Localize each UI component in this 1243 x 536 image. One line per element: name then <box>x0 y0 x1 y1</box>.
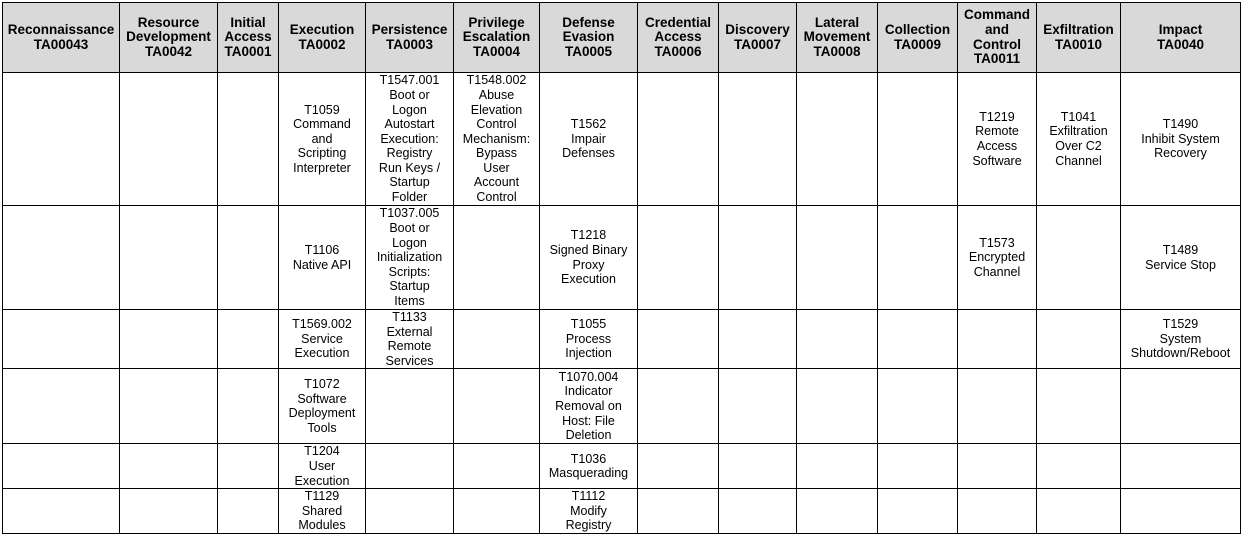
tactic-name: Command and Control <box>963 7 1030 52</box>
technique-cell <box>1121 369 1241 444</box>
technique-cell <box>638 444 719 489</box>
technique-cell <box>719 206 797 310</box>
technique-cell <box>120 206 218 310</box>
technique-text: T1055 Process Injection <box>565 317 612 361</box>
technique-cell <box>638 73 719 206</box>
technique-text: T1072 Software Deployment Tools <box>288 377 356 435</box>
column-header <box>279 3 366 73</box>
technique-cell <box>218 444 279 489</box>
technique-text: T1106 Native API <box>292 242 352 272</box>
technique-cell <box>1037 310 1121 369</box>
technique-cell <box>3 73 120 206</box>
table-row <box>3 444 1241 489</box>
technique-cell <box>540 73 638 206</box>
header-row <box>3 3 1241 73</box>
technique-text: T1547.001 Boot or Logon Autostart Execution: Registry Run Keys / Startup Folder <box>378 73 441 205</box>
technique-cell <box>719 310 797 369</box>
technique-text: T1218 Signed Binary Proxy Execution <box>549 228 628 287</box>
technique-cell <box>366 489 454 534</box>
tactic-name: Defense Evasion <box>562 14 615 45</box>
technique-text: T1112 Modify Registry <box>565 489 612 533</box>
tactic-name: Execution <box>289 21 355 37</box>
technique-cell <box>120 369 218 444</box>
technique-cell <box>878 489 958 534</box>
technique-cell <box>279 310 366 369</box>
tactic-id: TA0009 <box>893 36 942 52</box>
technique-cell <box>540 369 638 444</box>
tactic-name: Credential Access <box>644 14 712 45</box>
column-header <box>638 3 719 73</box>
technique-text: T1129 Shared Modules <box>298 489 346 533</box>
technique-cell <box>797 310 878 369</box>
tactic-name: Collection <box>884 21 951 37</box>
tactic-name: Resource Development <box>126 14 211 45</box>
tactic-id: TA0001 <box>224 43 272 59</box>
tactic-id: TA0006 <box>654 43 702 59</box>
technique-cell <box>454 73 540 206</box>
tactic-name: Impact <box>1158 21 1203 37</box>
technique-cell <box>958 206 1037 310</box>
tactic-name: Initial Access <box>224 14 272 45</box>
column-header <box>797 3 878 73</box>
table-row <box>3 310 1241 369</box>
table-body <box>3 73 1241 534</box>
technique-cell <box>1121 489 1241 534</box>
tactic-id: TA0010 <box>1054 36 1103 52</box>
column-header <box>218 3 279 73</box>
technique-cell <box>719 73 797 206</box>
technique-cell <box>218 369 279 444</box>
tactic-id: TA00043 <box>33 36 89 52</box>
technique-text: T1490 Inhibit System Recovery <box>1141 117 1220 161</box>
tactic-id: TA0007 <box>733 36 782 52</box>
tactic-name: Exfiltration <box>1043 21 1114 37</box>
tactic-id: TA0003 <box>385 36 434 52</box>
technique-cell <box>454 444 540 489</box>
technique-cell <box>1121 444 1241 489</box>
table-header <box>3 3 1241 73</box>
technique-cell <box>1121 206 1241 310</box>
technique-cell <box>719 489 797 534</box>
column-header <box>540 3 638 73</box>
technique-text: T1529 System Shutdown/Reboot <box>1130 317 1231 361</box>
technique-cell <box>366 73 454 206</box>
column-header <box>366 3 454 73</box>
technique-cell <box>797 73 878 206</box>
column-header <box>1037 3 1121 73</box>
technique-cell <box>1037 73 1121 206</box>
technique-cell <box>1037 444 1121 489</box>
technique-cell <box>366 310 454 369</box>
technique-text: T1133 External Remote Services <box>385 310 434 368</box>
technique-cell <box>366 444 454 489</box>
column-header <box>958 3 1037 73</box>
column-header <box>3 3 120 73</box>
technique-cell <box>366 369 454 444</box>
technique-cell <box>218 73 279 206</box>
table-row <box>3 489 1241 534</box>
technique-cell <box>878 369 958 444</box>
tactic-name: Lateral Movement <box>803 14 871 45</box>
tactic-name: Reconnaissance <box>7 21 115 37</box>
technique-cell <box>366 206 454 310</box>
technique-text: T1489 Service Stop <box>1145 242 1216 272</box>
technique-cell <box>3 310 120 369</box>
technique-cell <box>540 489 638 534</box>
column-header <box>878 3 958 73</box>
technique-cell <box>3 489 120 534</box>
technique-cell <box>1037 206 1121 310</box>
technique-cell <box>958 73 1037 206</box>
technique-cell <box>958 369 1037 444</box>
technique-text: T1037.005 Boot or Logon Initialization Scripts: Startup Items <box>376 206 443 308</box>
tactic-id: TA0008 <box>813 43 861 59</box>
technique-cell <box>218 489 279 534</box>
tactic-id: TA0004 <box>472 43 521 59</box>
technique-text: T1070.004 Indicator Removal on Host: File Deletion <box>555 369 622 443</box>
technique-cell <box>638 489 719 534</box>
technique-text: T1548.002 Abuse Elevation Control Mechanism: Bypass User Account Control <box>462 73 531 205</box>
technique-cell <box>279 369 366 444</box>
technique-cell <box>454 369 540 444</box>
technique-cell <box>797 369 878 444</box>
tactic-name: Privilege Escalation <box>462 14 531 45</box>
technique-cell <box>454 206 540 310</box>
technique-cell <box>279 206 366 310</box>
technique-cell <box>540 206 638 310</box>
technique-cell <box>958 489 1037 534</box>
technique-cell <box>1121 73 1241 206</box>
attack-matrix-table <box>2 2 1241 534</box>
technique-cell <box>797 489 878 534</box>
table-row <box>3 369 1241 444</box>
technique-cell <box>878 73 958 206</box>
technique-cell <box>3 369 120 444</box>
column-header <box>1121 3 1241 73</box>
technique-cell <box>120 444 218 489</box>
technique-cell <box>218 310 279 369</box>
tactic-name: Discovery <box>725 21 790 37</box>
technique-cell <box>218 206 279 310</box>
column-header <box>120 3 218 73</box>
tactic-name: Persistence <box>371 21 448 37</box>
technique-cell <box>120 489 218 534</box>
technique-text: T1059 Command and Scripting Interpreter <box>293 102 351 175</box>
technique-cell <box>638 369 719 444</box>
table-row <box>3 73 1241 206</box>
tactic-id: TA0011 <box>973 51 1021 67</box>
technique-cell <box>120 310 218 369</box>
technique-text: T1569.002 Service Execution <box>292 317 352 361</box>
tactic-id: TA0040 <box>1156 36 1205 52</box>
technique-text: T1562 Impair Defenses <box>562 117 615 161</box>
technique-cell <box>958 310 1037 369</box>
technique-cell <box>454 489 540 534</box>
technique-text: T1041 Exfiltration Over C2 Channel <box>1049 109 1108 168</box>
table-row <box>3 206 1241 310</box>
technique-cell <box>878 206 958 310</box>
technique-text: T1204 User Execution <box>294 444 350 488</box>
technique-cell <box>878 310 958 369</box>
technique-cell <box>540 310 638 369</box>
technique-cell <box>719 444 797 489</box>
technique-text: T1219 Remote Access Software <box>972 109 1022 168</box>
technique-cell <box>958 444 1037 489</box>
technique-cell <box>719 369 797 444</box>
technique-cell <box>638 310 719 369</box>
technique-cell <box>120 73 218 206</box>
tactic-id: TA0042 <box>144 43 193 59</box>
technique-cell <box>1121 310 1241 369</box>
technique-cell <box>797 206 878 310</box>
technique-cell <box>454 310 540 369</box>
technique-text: T1573 Encrypted Channel <box>968 235 1026 279</box>
technique-cell <box>279 489 366 534</box>
tactic-id: TA0005 <box>564 43 613 59</box>
technique-cell <box>3 206 120 310</box>
technique-cell <box>638 206 719 310</box>
technique-cell <box>1037 489 1121 534</box>
tactic-id: TA0002 <box>298 36 346 52</box>
technique-cell <box>1037 369 1121 444</box>
technique-cell <box>279 444 366 489</box>
technique-cell <box>540 444 638 489</box>
column-header <box>454 3 540 73</box>
technique-cell <box>878 444 958 489</box>
technique-cell <box>797 444 878 489</box>
technique-cell <box>3 444 120 489</box>
technique-text: T1036 Masquerading <box>548 451 629 481</box>
technique-cell <box>279 73 366 206</box>
column-header <box>719 3 797 73</box>
